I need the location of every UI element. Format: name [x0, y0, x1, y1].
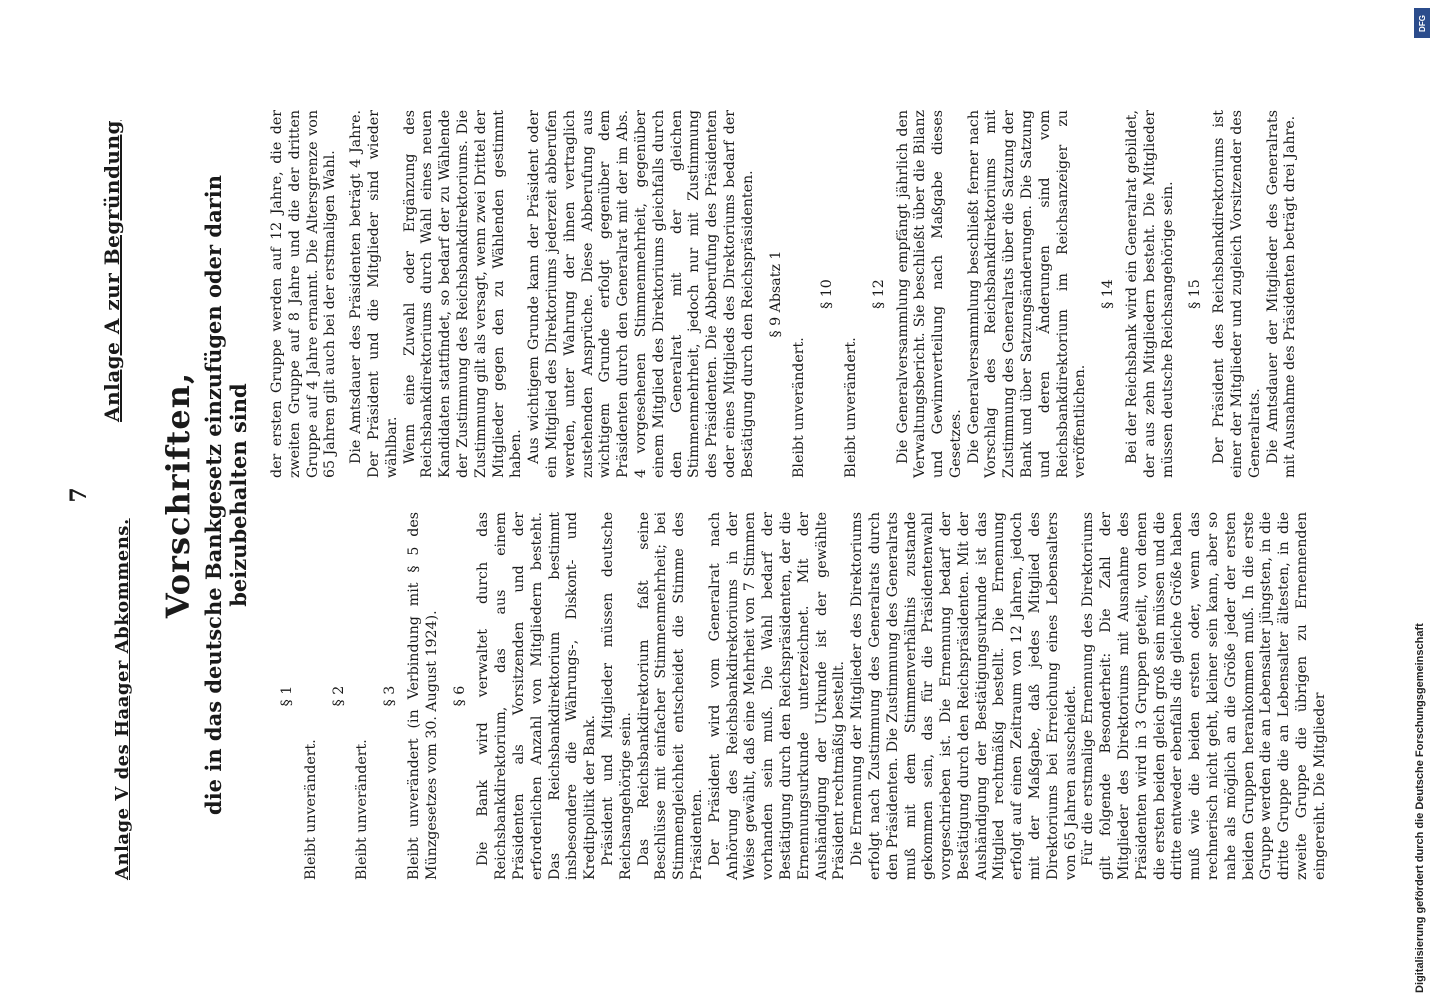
rotated-page	[40, 0, 1380, 1000]
paragraph: Bleibt unverändert.	[354, 739, 371, 880]
paragraph: Bleibt unverändert.	[842, 337, 859, 478]
section-heading: § 15	[1187, 279, 1204, 309]
digitization-note	[1414, 8, 1428, 993]
paragraph: Die Bank wird verwaltet durch das Reichsbankdirektorium, das aus einem Präsidenten als Vorsitzenden und der erforderlichen Anzahl von Mitgliedern besteht. Das Reichsbankdirektorium bestimmt insbesondere die Währungs-, Diskont- und Kreditpolitik der Bank.	[475, 512, 599, 880]
page-title: Vorschriften,	[159, 371, 197, 619]
paragraph: Bleibt unverändert (in Verbindung mit § 5 des Münzgesetzes vom 30. August 1924).	[405, 512, 440, 880]
paragraph: Der Präsident des Reichsbankdirektoriums ist einer der Mitglieder und zugleich Vorsitzender des Generalrats.	[1211, 110, 1263, 478]
section-heading: § 10	[819, 279, 836, 309]
heading-anlage-a: Anlage A zur Begründung	[100, 120, 124, 422]
paragraph: Die Ernennung der Mitglieder des Direktoriums erfolgt nach Zustimmung des Generalrats durch den Präsidenten. Die Zustimmung des Generalrats muß mit dem Stimmenverhältnis zustande gekommen sein, das für die Präsidentenwahl vorgeschrieben ist. Die Ernennung bedarf der Bestätigung durch den Reichspräsidenten. Mit der Aushändigung der Bestätigungsurkunde ist das Mitglied rechtmäßig bestellt. Die Ernennung erfolgt auf einen Zeitraum von 12 Jahren, jedoch mit der Maßgabe, daß jedes Mitglied des Direktoriums bei Erreichung eines Lebensalters von 65 Jahren ausscheidet.	[849, 512, 1079, 880]
paragraph: Aus wichtigem Grunde kann der Präsident oder ein Mitglied des Direktoriums jederzeit abberufen werden, unter Wahrung der ihnen vertraglich zustehenden Ansprüche. Diese Abberufung aus wichtigem Grunde erfolgt gegenüber dem Präsidenten durch den Generalrat mit der im Abs. 4 vorgesehenen Stimmenmehrheit, gegenüber einem Mitglied des Direktoriums gleichfalls durch den Generalrat mit der gleichen Stimmenmehrheit, jedoch nur mit Zustimmung des Präsidenten. Die Abberufung des Präsidenten oder eines Mitglieds des Direktoriums bedarf der Bestätigung durch den Reichspräsidenten.	[526, 110, 756, 478]
page-number: 7	[66, 487, 92, 503]
paragraph: Die Amtsdauer der Mitglieder des Generalrats mit Ausnahme des Präsidenten beträgt drei Jahre.	[1264, 110, 1299, 478]
paragraph: Für die erstmalige Ernennung des Direktoriums gilt folgende Besonderheit: Die Zahl der Mitglieder des Direktoriums mit Ausnahme des Präsidenten wird in 3 Gruppen geteilt, von denen die ersten beiden gleich groß sein müssen und die dritte entweder ebenfalls die gleiche Größe haben muß wie die beiden ersten oder, wenn das rechnerisch nicht geht, kleiner sein kann, aber so nahe als möglich an die Größe jeder der ersten beiden Gruppen herankommen muß. In die erste Gruppe werden die an Lebensalter jüngsten, in die dritte Gruppe die an Lebensalter ältesten, in die zweite Gruppe die übrigen zu Ernennenden eingereiht. Die Mitglieder	[1080, 512, 1328, 880]
section-heading: § 6	[451, 685, 468, 707]
paragraph: Die Generalversammlung beschließt ferner nach Vorschlag des Reichsbankdirektoriums mit Zustimmung des Generalrats über die Satzung der Bank und über Satzungsänderungen. Die Satzung und deren Änderungen sind vom Reichsbankdirektorium im Reichsanzeiger zu veröffentlichen.	[965, 110, 1089, 478]
paragraph: Bleibt unverändert.	[302, 739, 319, 880]
paragraph: Präsident und Mitglieder müssen deutsche Reichsangehörige sein.	[599, 512, 634, 880]
paragraph: Der Präsident wird vom Generalrat nach Anhörung des Reichsbankdirektoriums in der Weise gewählt, daß eine Mehrheit von 7 Stimmen vorhanden sein muß. Die Wahl bedarf der Bestätigung durch den Reichspräsidenten, der die Ernennungsurkunde unterzeichnet. Mit der Aushändigung der Urkunde ist der gewählte Präsident rechtmäßig bestellt.	[706, 512, 848, 880]
column-right	[269, 110, 1330, 478]
paragraph: Die Generalversammlung empfängt jährlich den Verwaltungsbericht. Sie beschließt über die Bilanz und Gewinnverteilung nach Maßgabe dieses Gesetzes.	[894, 110, 964, 478]
section-heading: § 3	[382, 685, 399, 707]
section-heading: § 2	[330, 685, 347, 707]
paragraph: Die Amtsdauer des Präsidenten beträgt 4 Jahre. Der Präsident und die Mitglieder sind wieder wählbar.	[348, 110, 400, 478]
section-heading: § 14	[1100, 279, 1117, 309]
page-subtitle: die in das deutsche Bankgesetz einzufügen oder darin beizubehalten sind	[201, 175, 251, 815]
dfg-logo-text: DFG	[1417, 14, 1427, 32]
text-columns	[269, 110, 1330, 880]
digitization-note-text: Digitalisierung gefördert durch die Deutsche Forschungsgemeinschaft	[1414, 623, 1426, 993]
section-heading: § 12	[870, 279, 887, 309]
section-heading: § 9 Absatz 1	[767, 250, 784, 338]
paragraph: der ersten Gruppe werden auf 12 Jahre, die der zweiten Gruppe auf 8 Jahre und die der dritten Gruppe auf 4 Jahre ernannt. Die Altersgrenze von 65 Jahren gilt auch bei der erstmaligen Wahl.	[269, 110, 339, 478]
paragraph: Wenn eine Zuwahl oder Ergänzung des Reichsbankdirektoriums durch Wahl eines neuen Kandidaten stattfindet, so bedarf der zu Wählende der Zustimmung des Reichsbankdirektoriums. Die Zustimmung gilt als versagt, wenn zwei Drittel der Mitglieder gegen den zu Wählenden gestimmt haben.	[401, 110, 525, 478]
heading-anlage-v: Anlage V des Haager Abkommens.	[112, 518, 133, 880]
paragraph: Das Reichsbankdirektorium faßt seine Beschlüsse mit einfacher Stimmenmehrheit; bei Stimmengleichheit entscheidet die Stimme des Präsidenten.	[635, 512, 705, 880]
paragraph: Bleibt unverändert.	[791, 337, 808, 478]
section-heading: § 1	[279, 685, 295, 707]
paragraph: Bei der Reichsbank wird ein Generalrat gebildet, der aus zehn Mitgliedern besteht. Die Mitglieder müssen deutsche Reichsangehörige sein.	[1124, 110, 1176, 478]
column-left	[269, 512, 1330, 880]
dfg-logo	[1414, 8, 1430, 38]
